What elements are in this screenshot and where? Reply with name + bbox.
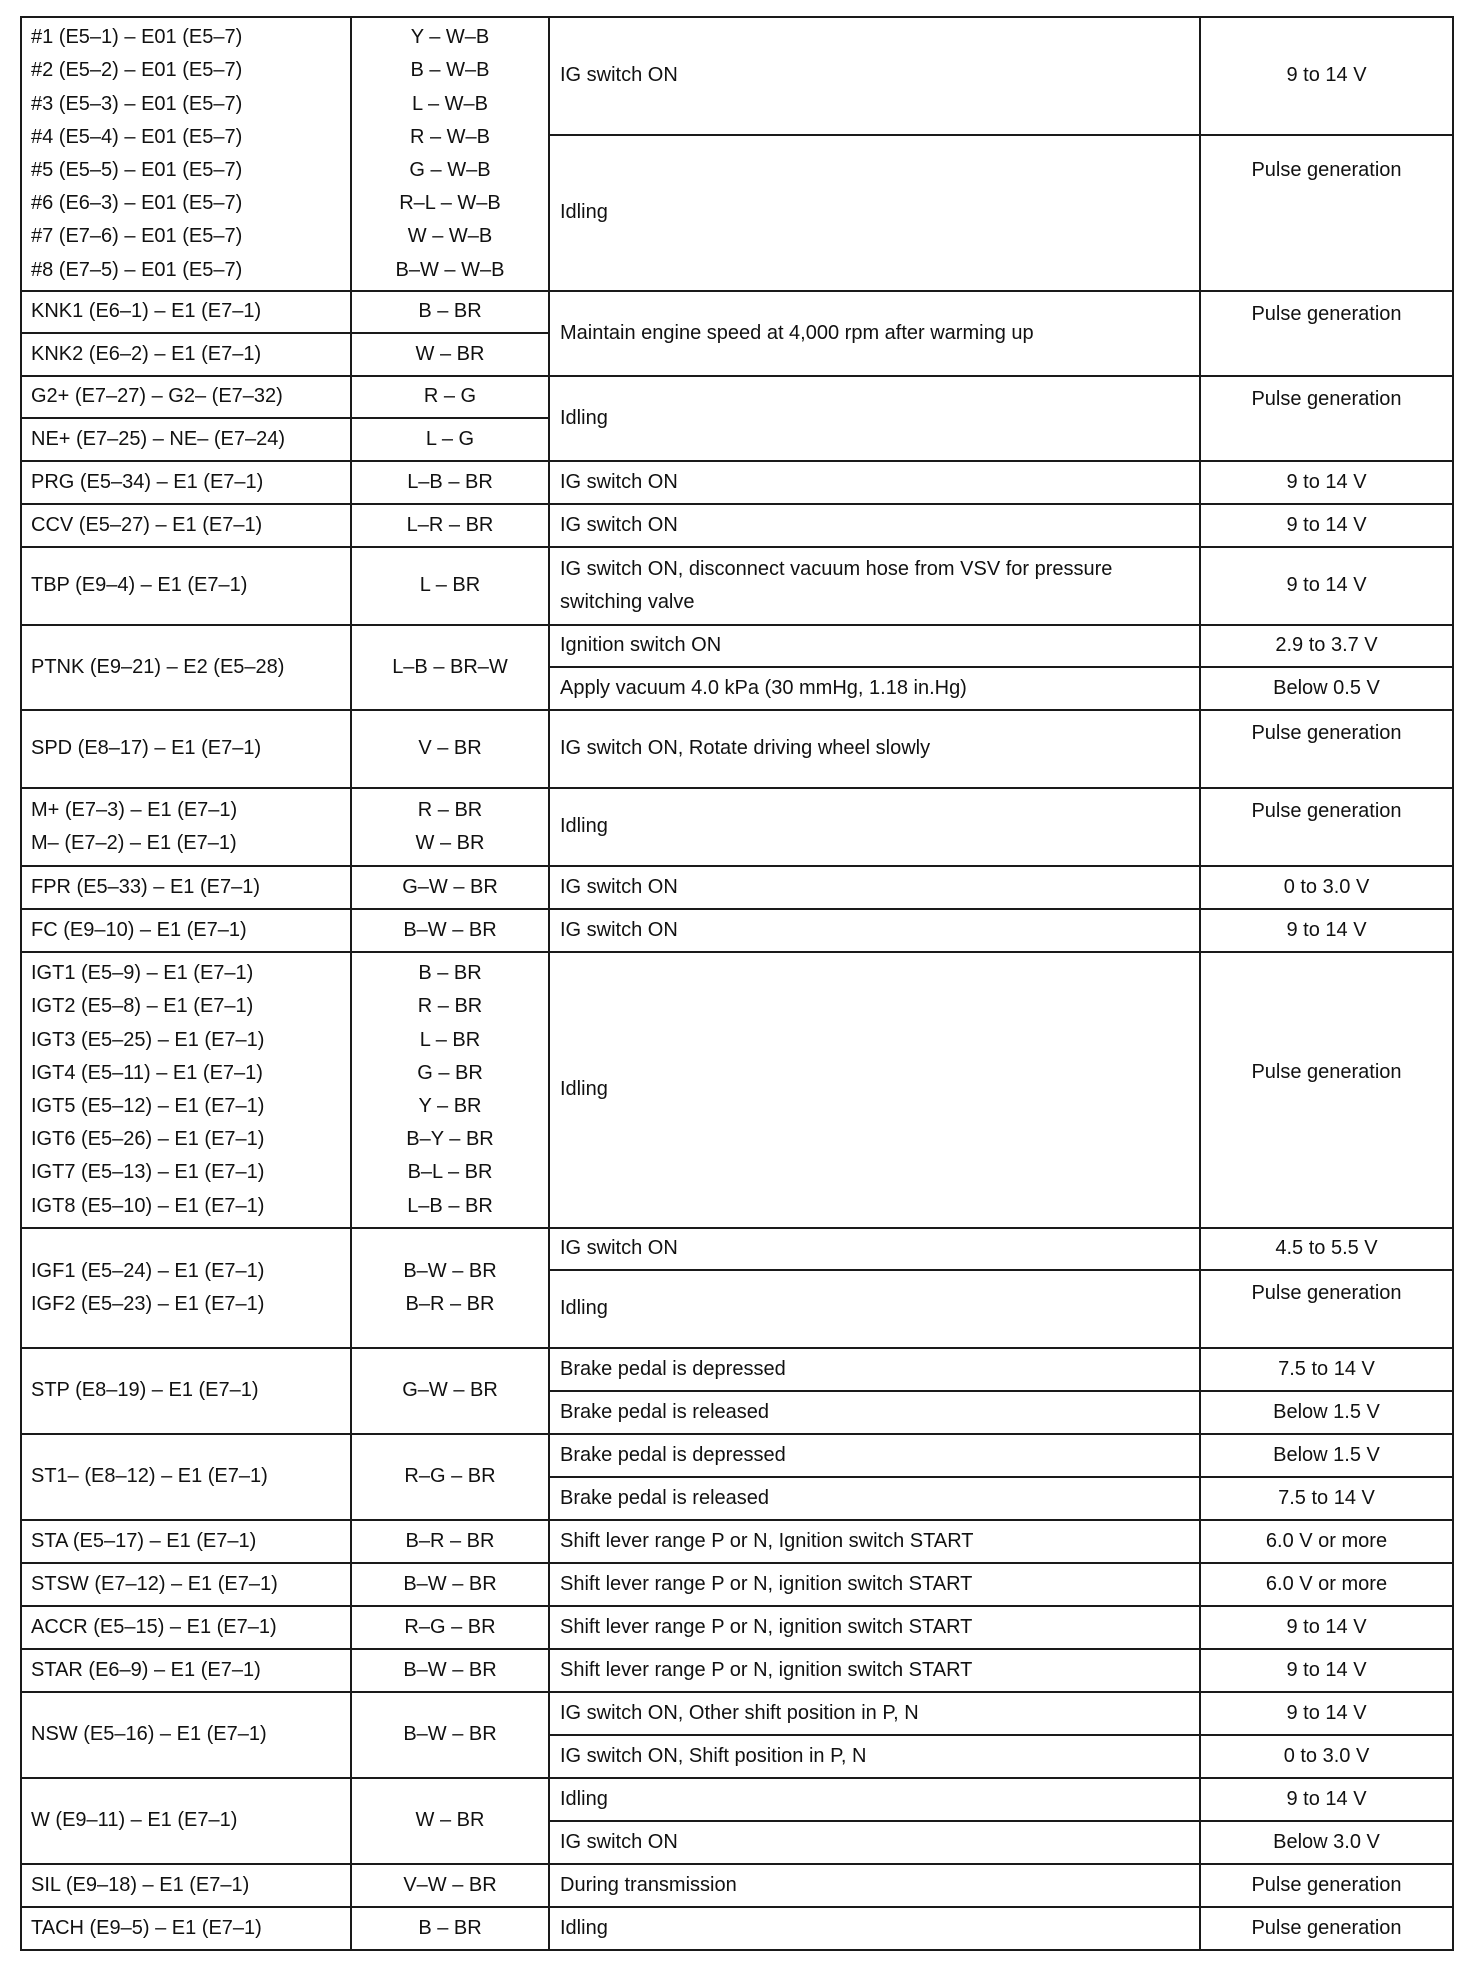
condition-cell: IG switch ON [549,17,1200,135]
wiring-color-cell: B–R – BR [351,1520,549,1563]
terminal-cell: SPD (E8–17) – E1 (E7–1) [21,710,351,788]
condition-cell: Idling [549,1907,1200,1950]
wiring-color-cell: G–W – BR [351,1348,549,1434]
spec-cell: 9 to 14 V [1200,1692,1453,1735]
spec-cell: Below 3.0 V [1200,1821,1453,1864]
condition-cell: Idling [549,135,1200,291]
condition-cell: Brake pedal is released [549,1477,1200,1520]
spec-cell: Pulse generation [1200,135,1453,291]
wiring-color-cell: B–W – BR [351,1692,549,1778]
condition-cell: Brake pedal is depressed [549,1348,1200,1391]
spec-cell: 9 to 14 V [1200,1778,1453,1821]
wiring-color-cell: G–W – BR [351,866,549,909]
table-row [21,1348,1453,1391]
spec-cell: 9 to 14 V [1200,909,1453,952]
terminal-cell: NSW (E5–16) – E1 (E7–1) [21,1692,351,1778]
terminal-cell: FPR (E5–33) – E1 (E7–1) [21,866,351,909]
spec-cell: Pulse generation [1200,952,1453,1228]
wiring-color-cell: B – BR R – BR L – BR G – BR Y – BR B–Y – BR B–L – BR L–B – BR [351,952,549,1228]
wiring-color-cell: R–G – BR [351,1434,549,1520]
terminal-cell: PRG (E5–34) – E1 (E7–1) [21,461,351,504]
terminal-cell: STAR (E6–9) – E1 (E7–1) [21,1649,351,1692]
spec-cell: Pulse generation [1200,376,1453,461]
table-row [21,788,1453,866]
table-row [21,625,1453,667]
table-row [21,1606,1453,1649]
terminal-cell: KNK1 (E6–1) – E1 (E7–1) [21,291,351,333]
spec-cell: 7.5 to 14 V [1200,1477,1453,1520]
terminal-cell: M+ (E7–3) – E1 (E7–1) M– (E7–2) – E1 (E7–1) [21,788,351,866]
table-row [21,1228,1453,1270]
terminal-cell: SIL (E9–18) – E1 (E7–1) [21,1864,351,1907]
condition-cell: Shift lever range P or N, ignition switch START [549,1606,1200,1649]
table-row [21,1434,1453,1477]
terminal-cell: ACCR (E5–15) – E1 (E7–1) [21,1606,351,1649]
spec-cell: Pulse generation [1200,788,1453,866]
wiring-color-cell: B–W – BR [351,909,549,952]
condition-cell: IG switch ON [549,504,1200,547]
spec-cell: Pulse generation [1200,1864,1453,1907]
table-row [21,461,1453,504]
terminal-cell: STA (E5–17) – E1 (E7–1) [21,1520,351,1563]
table-row [21,291,1453,333]
terminal-cell: TBP (E9–4) – E1 (E7–1) [21,547,351,625]
condition-cell: Idling [549,788,1200,866]
table-row [21,1907,1453,1950]
spec-cell: Below 0.5 V [1200,667,1453,710]
condition-cell: IG switch ON [549,1821,1200,1864]
terminal-cell: NE+ (E7–25) – NE– (E7–24) [21,418,351,461]
wiring-color-cell: L – G [351,418,549,461]
wiring-color-cell: B–W – BR [351,1649,549,1692]
spec-cell: 4.5 to 5.5 V [1200,1228,1453,1270]
condition-cell: Shift lever range P or N, ignition switch START [549,1563,1200,1606]
condition-cell: IG switch ON, Rotate driving wheel slowly [549,710,1200,788]
wiring-color-cell: R–G – BR [351,1606,549,1649]
condition-cell: Shift lever range P or N, ignition switch START [549,1649,1200,1692]
table-row [21,376,1453,418]
terminal-cell: ST1– (E8–12) – E1 (E7–1) [21,1434,351,1520]
table-row [21,866,1453,909]
spec-cell: 9 to 14 V [1200,547,1453,625]
wiring-color-cell: L–B – BR [351,461,549,504]
wiring-color-cell: L–R – BR [351,504,549,547]
spec-cell: 0 to 3.0 V [1200,1735,1453,1778]
condition-cell: Shift lever range P or N, Ignition switch START [549,1520,1200,1563]
wiring-color-cell: L–B – BR–W [351,625,549,710]
terminal-cell: IGF1 (E5–24) – E1 (E7–1) IGF2 (E5–23) – E1 (E7–1) [21,1228,351,1348]
terminal-cell: FC (E9–10) – E1 (E7–1) [21,909,351,952]
spec-cell: 2.9 to 3.7 V [1200,625,1453,667]
spec-cell: 6.0 V or more [1200,1563,1453,1606]
spec-cell: 0 to 3.0 V [1200,866,1453,909]
condition-cell: IG switch ON [549,909,1200,952]
wiring-color-cell: L – BR [351,547,549,625]
table-row [21,504,1453,547]
condition-cell: IG switch ON [549,866,1200,909]
condition-cell: Brake pedal is depressed [549,1434,1200,1477]
terminal-cell: G2+ (E7–27) – G2– (E7–32) [21,376,351,418]
wiring-color-cell: B–W – BR [351,1563,549,1606]
table-row [21,1864,1453,1907]
wiring-color-cell: W – BR [351,333,549,376]
terminal-cell: CCV (E5–27) – E1 (E7–1) [21,504,351,547]
spec-cell: Below 1.5 V [1200,1434,1453,1477]
wiring-color-cell: R – G [351,376,549,418]
spec-cell: 9 to 14 V [1200,504,1453,547]
table-row [21,1692,1453,1735]
condition-cell: Brake pedal is released [549,1391,1200,1434]
terminal-cell: KNK2 (E6–2) – E1 (E7–1) [21,333,351,376]
wiring-color-cell: Y – W–B B – W–B L – W–B R – W–B G – W–B R–L – W–B W – W–B B–W – W–B [351,17,549,291]
condition-cell: Idling [549,952,1200,1228]
condition-cell: IG switch ON, disconnect vacuum hose from VSV for pressure switching valve [549,547,1200,625]
spec-cell: Below 1.5 V [1200,1391,1453,1434]
terminal-cell: STSW (E7–12) – E1 (E7–1) [21,1563,351,1606]
spec-cell: 9 to 14 V [1200,17,1453,135]
table-row [21,1649,1453,1692]
terminal-cell: W (E9–11) – E1 (E7–1) [21,1778,351,1864]
terminal-cell: #1 (E5–1) – E01 (E5–7) #2 (E5–2) – E01 (E5–7) #3 (E5–3) – E01 (E5–7) #4 (E5–4) – E01 (E5–7) #5 (E5–5) – E01 (E5–7) #6 (E6–3) – E01 (E5–7) #7 (E7–6) – E01 (E5–7) #8 (E7–5) – E01 (E5–7) [21,17,351,291]
table-row [21,1520,1453,1563]
wiring-color-cell: B–W – BR B–R – BR [351,1228,549,1348]
wiring-color-cell: B – BR [351,291,549,333]
terminal-cell: IGT1 (E5–9) – E1 (E7–1) IGT2 (E5–8) – E1 (E7–1) IGT3 (E5–25) – E1 (E7–1) IGT4 (E5–11) – E1 (E7–1) IGT5 (E5–12) – E1 (E7–1) IGT6 (E5–26) – E1 (E7–1) IGT7 (E5–13) – E1 (E7–1) IGT8 (E5–10) – E1 (E7–1) [21,952,351,1228]
spec-cell: Pulse generation [1200,1270,1453,1348]
wiring-color-cell: V–W – BR [351,1864,549,1907]
condition-cell: IG switch ON, Other shift position in P, N [549,1692,1200,1735]
table-row [21,1778,1453,1821]
ecm-terminal-table [20,16,1454,1951]
condition-cell: Apply vacuum 4.0 kPa (30 mmHg, 1.18 in.Hg) [549,667,1200,710]
table-row [21,547,1453,625]
condition-cell: Idling [549,1778,1200,1821]
spec-cell: 7.5 to 14 V [1200,1348,1453,1391]
condition-cell: Idling [549,1270,1200,1348]
condition-cell: IG switch ON [549,1228,1200,1270]
condition-cell: IG switch ON [549,461,1200,504]
spec-cell: Pulse generation [1200,1907,1453,1950]
spec-cell: 9 to 14 V [1200,1649,1453,1692]
spec-cell: Pulse generation [1200,710,1453,788]
table-row [21,1563,1453,1606]
wiring-color-cell: V – BR [351,710,549,788]
condition-cell: Idling [549,376,1200,461]
spec-cell: 9 to 14 V [1200,461,1453,504]
condition-cell: Ignition switch ON [549,625,1200,667]
spec-cell: 6.0 V or more [1200,1520,1453,1563]
terminal-cell: TACH (E9–5) – E1 (E7–1) [21,1907,351,1950]
terminal-cell: PTNK (E9–21) – E2 (E5–28) [21,625,351,710]
condition-cell: During transmission [549,1864,1200,1907]
table-row [21,909,1453,952]
table-row [21,952,1453,1228]
terminal-cell: STP (E8–19) – E1 (E7–1) [21,1348,351,1434]
spec-cell: Pulse generation [1200,291,1453,376]
spec-cell: 9 to 14 V [1200,1606,1453,1649]
table-row [21,17,1453,135]
condition-cell: IG switch ON, Shift position in P, N [549,1735,1200,1778]
condition-cell: Maintain engine speed at 4,000 rpm after warming up [549,291,1200,376]
wiring-color-cell: B – BR [351,1907,549,1950]
wiring-color-cell: W – BR [351,1778,549,1864]
table-row [21,710,1453,788]
wiring-color-cell: R – BR W – BR [351,788,549,866]
